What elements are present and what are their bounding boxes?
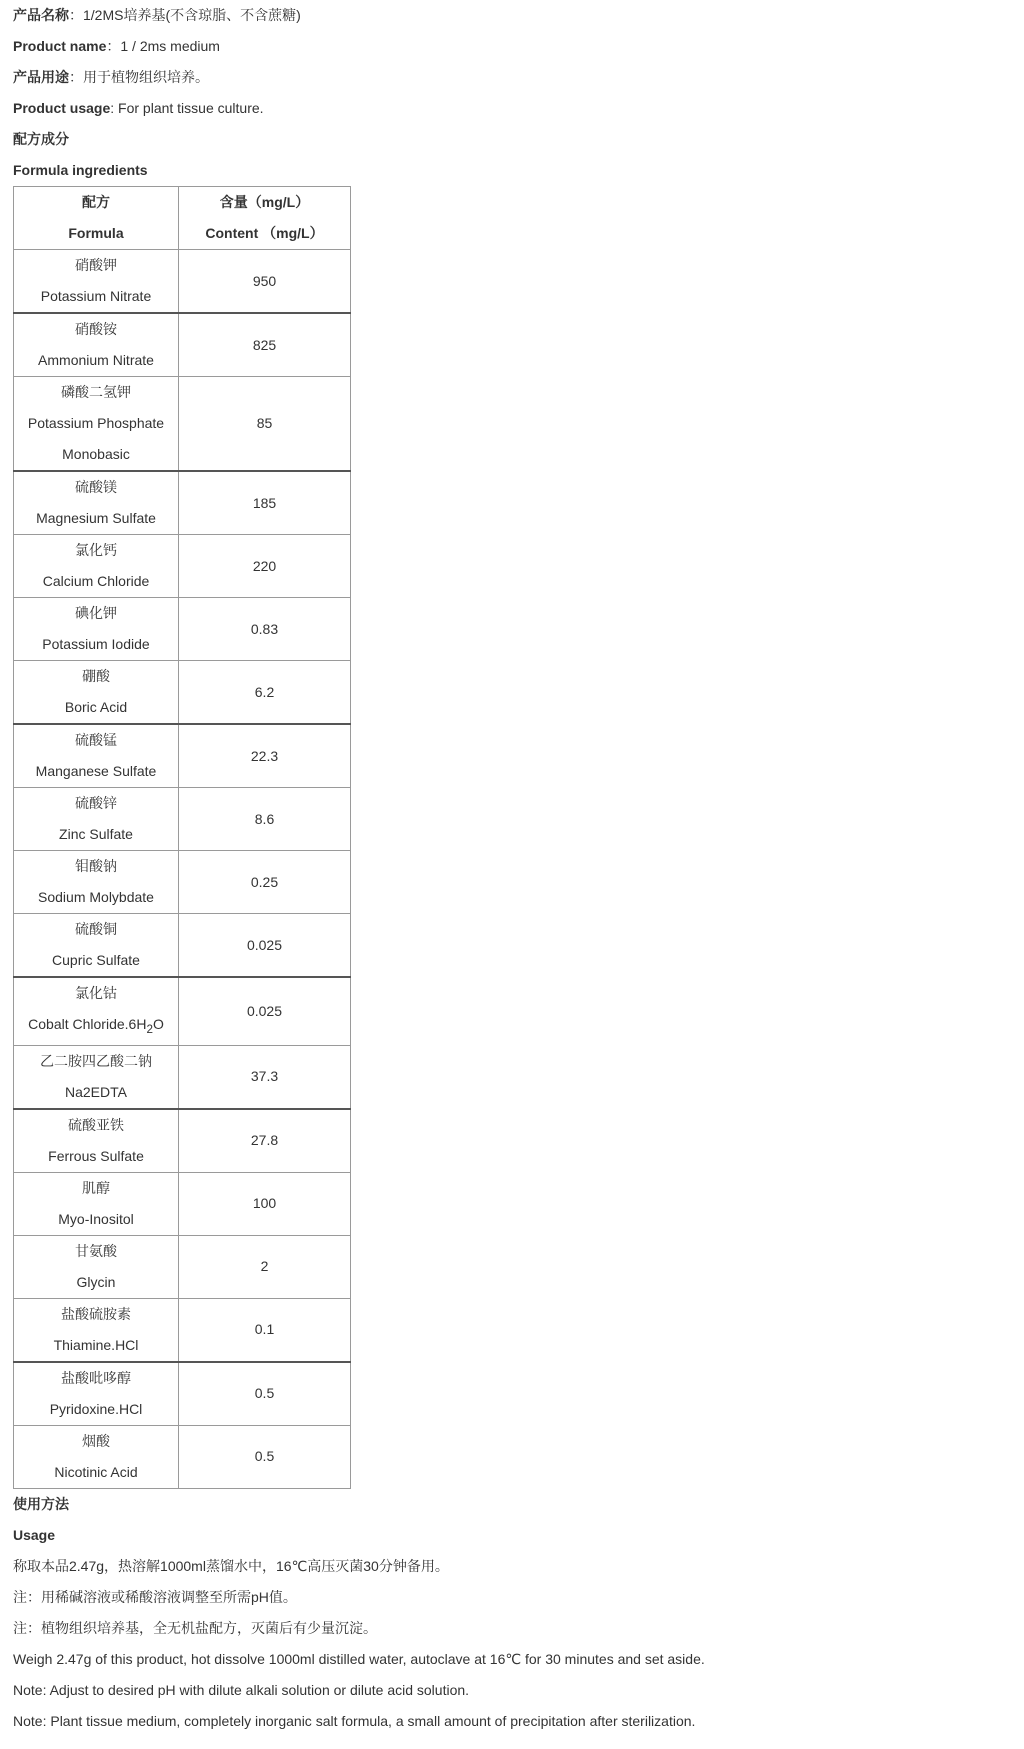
formula-table — [13, 186, 351, 1489]
table-row — [14, 851, 351, 914]
ingredient-en — [14, 1009, 178, 1045]
ingredient-en: Glycin — [76, 1273, 116, 1290]
formula-cell — [14, 661, 179, 725]
content-cell: 0.25 — [179, 851, 351, 914]
usage-line3-cn: 注：植物组织培养基，全无机盐配方，灭菌后有少量沉淀。 — [13, 1619, 377, 1636]
table-row — [14, 313, 351, 377]
content-cell: 6.2 — [179, 661, 351, 725]
ingredient-en: Magnesium Sulfate — [36, 510, 156, 526]
formula-cell — [14, 471, 179, 535]
formula-cell — [14, 977, 179, 1045]
product-usage-cn: 产品用途：用于植物组织培养。 — [13, 69, 209, 85]
header-formula: 配方 Formula — [14, 187, 179, 250]
table-body — [14, 250, 351, 1489]
usage-heading-en: Usage — [13, 1526, 56, 1543]
formula-cell — [14, 1298, 179, 1362]
formula-cell — [14, 377, 179, 472]
ingredient-en-part: O — [152, 1016, 164, 1032]
table-row — [14, 535, 351, 598]
formula-cell — [14, 724, 179, 788]
formula-cell — [14, 1172, 179, 1235]
ingredient-en: Cupric Sulfate — [52, 952, 140, 968]
ingredient-cn: 硫酸铜 — [75, 921, 117, 937]
table-row — [14, 661, 351, 725]
ingredient-cn: 烟酸 — [82, 1432, 110, 1449]
content-cell: 8.6 — [179, 788, 351, 851]
table-row — [14, 598, 351, 661]
ingredient-cn: 硫酸锰 — [75, 732, 117, 748]
content-cell: 950 — [179, 250, 351, 314]
usage-heading-cn: 使用方法 — [13, 1495, 69, 1512]
table-row — [14, 1235, 351, 1298]
formula-cell — [14, 1235, 179, 1298]
formula-cell — [14, 914, 179, 978]
content-cell: 100 — [179, 1172, 351, 1235]
ingredient-cn: 硫酸亚铁 — [68, 1116, 124, 1133]
ingredient-en: Na2EDTA — [65, 1083, 127, 1100]
ingredient-cn: 肌醇 — [82, 1179, 110, 1196]
ingredient-en-part: Cobalt Chloride.6H — [28, 1016, 147, 1032]
formula-cell — [14, 1362, 179, 1426]
ingredient-en: Manganese Sulfate — [35, 763, 157, 779]
ingredient-en: Potassium Phosphate — [27, 415, 165, 431]
table-row — [14, 1109, 351, 1173]
formula-cell — [14, 851, 179, 914]
formula-cell — [14, 313, 179, 377]
usage-line1-en: Weigh 2.47g of this product, hot dissolve 1000ml distilled water, autoclave at 16℃ for 30 minutes and set aside. — [13, 1650, 705, 1667]
formula-cell — [14, 1045, 179, 1109]
table-row — [14, 977, 351, 1045]
formula-cell — [14, 598, 179, 661]
table-row — [14, 788, 351, 851]
usage-line2-cn: 注：用稀碱溶液或稀酸溶液调整至所需pH值。 — [13, 1588, 297, 1605]
ingredient-cn: 硫酸镁 — [75, 479, 117, 495]
table-row — [14, 914, 351, 978]
ingredient-en: Zinc Sulfate — [59, 826, 133, 842]
ingredient-cn: 盐酸硫胺素 — [61, 1305, 131, 1322]
content-cell: 0.1 — [179, 1298, 351, 1362]
usage-line2-en: Note: Adjust to desired pH with dilute alkali solution or dilute acid solution. — [13, 1681, 470, 1698]
content-cell: 0.025 — [179, 914, 351, 978]
ingredient-cn: 甘氨酸 — [75, 1242, 117, 1259]
formula-heading-en: Formula ingredients — [13, 162, 148, 178]
content-cell: 185 — [179, 471, 351, 535]
formula-cell — [14, 788, 179, 851]
ingredient-cn: 磷酸二氢钾 — [61, 384, 131, 400]
ingredient-cn: 硝酸钾 — [75, 257, 117, 273]
table-row — [14, 1362, 351, 1426]
header-content: 含量（mg/L） Content （mg/L） — [179, 187, 351, 250]
formula-cell — [14, 1425, 179, 1488]
content-cell: 825 — [179, 313, 351, 377]
content-cell: 85 — [179, 377, 351, 472]
ingredient-en: Myo-Inositol — [58, 1210, 134, 1227]
table-row — [14, 1172, 351, 1235]
ingredient-cn: 钼酸钠 — [75, 858, 117, 874]
product-name-en: Product name：1 / 2ms medium — [13, 38, 220, 54]
ingredient-en: Potassium Iodide — [42, 636, 150, 652]
content-cell: 22.3 — [179, 724, 351, 788]
ingredient-en: Boric Acid — [64, 699, 128, 715]
table-row — [14, 1298, 351, 1362]
content-cell: 2 — [179, 1235, 351, 1298]
table-row — [14, 724, 351, 788]
table-row — [14, 1045, 351, 1109]
ingredient-cn: 硫酸锌 — [75, 795, 117, 811]
ingredient-cn: 乙二胺四乙酸二钠 — [40, 1052, 152, 1069]
content-cell: 37.3 — [179, 1045, 351, 1109]
ingredient-cn: 氯化钙 — [75, 542, 117, 558]
ingredient-cn: 硝酸铵 — [75, 321, 117, 337]
product-usage-en: Product usage: For plant tissue culture. — [13, 100, 264, 116]
table-header-row — [14, 187, 351, 250]
ingredient-en: Ammonium Nitrate — [38, 352, 154, 368]
ingredient-en-cont: Monobasic — [62, 446, 130, 462]
usage-line3-en: Note: Plant tissue medium, completely inorganic salt formula, a small amount of precipitation after sterilization. — [13, 1712, 696, 1729]
ingredient-cn: 氯化钴 — [75, 985, 117, 1001]
ingredient-en: Thiamine.HCl — [53, 1336, 139, 1353]
formula-cell — [14, 1109, 179, 1173]
content-cell: 0.5 — [179, 1425, 351, 1488]
ingredient-en: Sodium Molybdate — [38, 889, 154, 905]
usage-line1-cn: 称取本品2.47g，热溶解1000ml蒸馏水中，16℃高压灭菌30分钟备用。 — [13, 1557, 449, 1574]
product-name-cn: 产品名称：1/2MS培养基(不含琼脂、不含蔗糖) — [13, 7, 301, 23]
ingredient-en: Pyridoxine.HCl — [49, 1400, 143, 1417]
table-row — [14, 377, 351, 472]
table-row — [14, 250, 351, 314]
ingredient-cn: 碘化钾 — [75, 605, 117, 621]
ingredient-en-subscript: 2 — [146, 1022, 153, 1036]
formula-cell — [14, 250, 179, 314]
ingredient-cn: 硼酸 — [82, 668, 110, 684]
ingredient-en: Calcium Chloride — [42, 573, 150, 589]
content-cell: 0.83 — [179, 598, 351, 661]
ingredient-en: Ferrous Sulfate — [48, 1147, 144, 1164]
table-row — [14, 471, 351, 535]
content-cell: 220 — [179, 535, 351, 598]
formula-cell — [14, 535, 179, 598]
formula-heading-cn: 配方成分 — [13, 131, 69, 147]
content-cell: 27.8 — [179, 1109, 351, 1173]
ingredient-en: Potassium Nitrate — [40, 288, 152, 304]
content-cell: 0.025 — [179, 977, 351, 1045]
ingredient-cn: 盐酸吡哆醇 — [61, 1369, 131, 1386]
table-row — [14, 1425, 351, 1488]
ingredient-en: Nicotinic Acid — [54, 1463, 138, 1480]
content-cell: 0.5 — [179, 1362, 351, 1426]
